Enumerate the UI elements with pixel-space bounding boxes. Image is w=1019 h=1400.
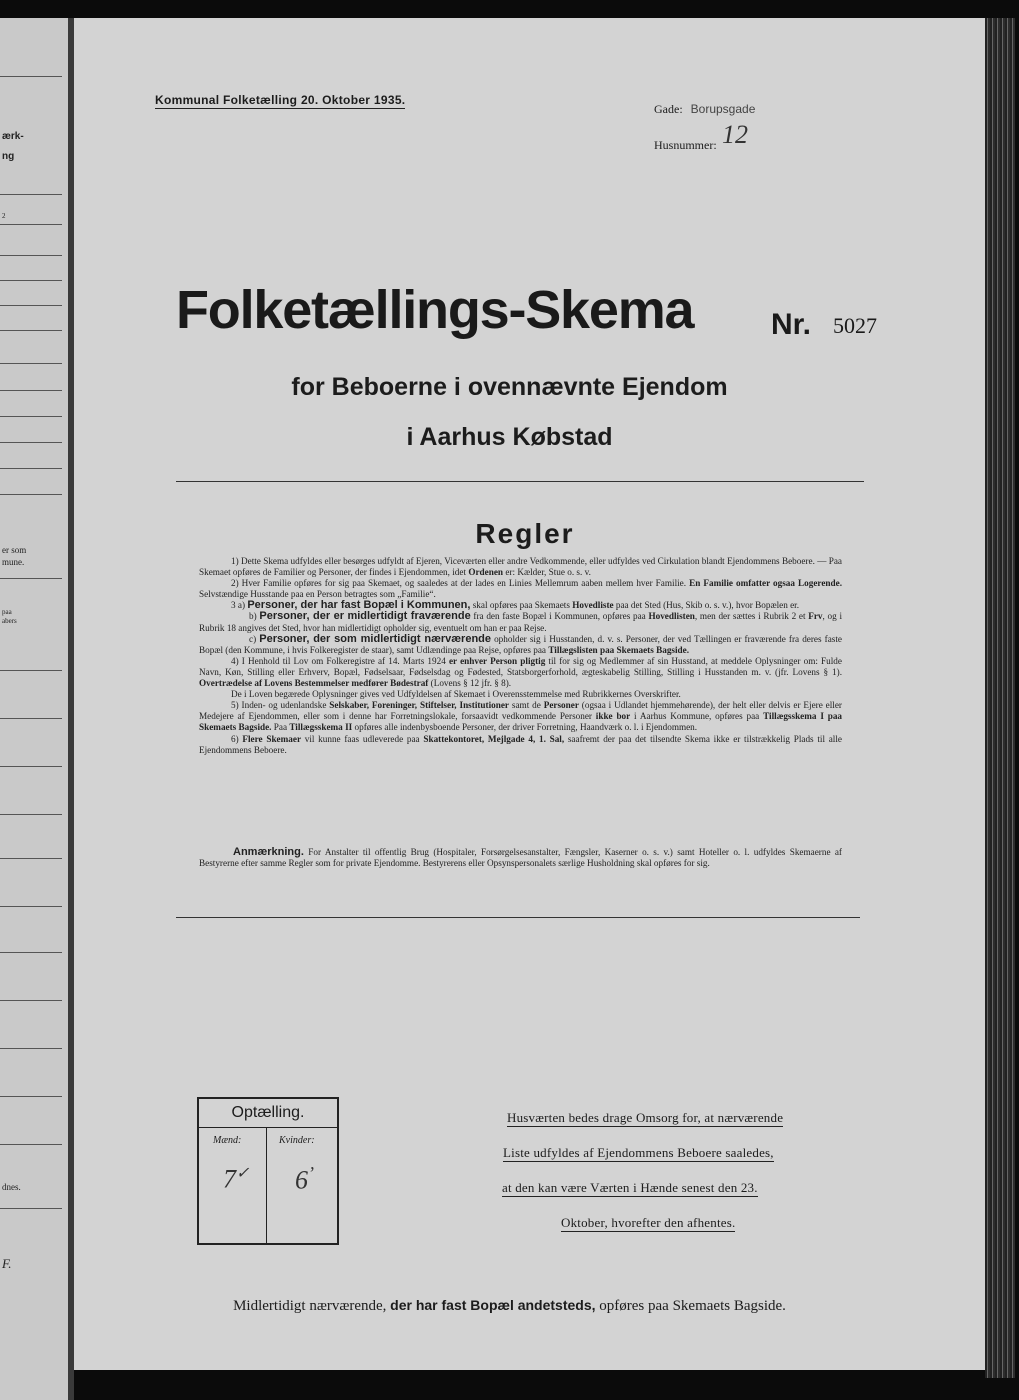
notice-line: Oktober, hvorefter den afhentes. <box>561 1215 736 1230</box>
left-fragment: mune. <box>2 557 25 567</box>
notice-line: Husværten bedes drage Omsorg for, at nærværende <box>507 1110 784 1125</box>
women-label: Kvinder: <box>279 1135 315 1146</box>
notice-line: at den kan være Værten i Hænde senest den 23. <box>502 1180 758 1195</box>
form-line <box>0 1144 62 1145</box>
women-count: $6^ʼ$ <box>295 1163 314 1195</box>
rule-4-note: De i Loven begærede Oplysninger gives ved Udfyldelsen af Skemaet i Overensstemmelse med Rubrikkernes Overskrifter. <box>231 689 681 700</box>
form-line <box>0 1000 62 1001</box>
left-fragment: er som <box>2 545 27 555</box>
left-fragment: abers <box>2 617 17 625</box>
form-line <box>0 416 62 417</box>
form-subtitle-town: i Aarhus Købstad <box>406 423 613 451</box>
house-number-value: 12 <box>722 120 748 149</box>
rule-2: 2) Hver Familie opføres for sig paa Skemaet, og saaledes at der lades en Linies Mellemrum aaben mellem hver Familie. En Familie omfatter ogsaa Logerende. Selvstændige Husstande paa en Person betragtes som „Familie“. <box>199 578 842 600</box>
form-line <box>0 814 62 815</box>
form-line <box>0 1096 62 1097</box>
form-line <box>0 858 62 859</box>
form-line <box>0 718 62 719</box>
remark-label: Anmærkning. <box>233 846 304 858</box>
left-fragment: ng <box>2 151 15 162</box>
form-line <box>0 468 62 469</box>
form-line <box>0 255 62 256</box>
form-line <box>0 224 62 225</box>
men-label: Mænd: <box>213 1135 242 1146</box>
rule-5: 5) Inden- og udenlandske Selskaber, Foreninger, Stiftelser, Institutioner samt de Personer (ogsaa i Udlandet hjemmehørende), der helt eller delvis er Ejere eller Medejere af Ejendommen, eller som i denne har Forretningslokale, forsaavidt vedkommende Personer ikke bor i Aarhus Kommune, opføres paa Tillægsskema I paa Skemaets Bagside. Paa Tillægsskema II opføres alle indenbysboende Personer, der driver Forretning, Haandværk o. l. i Ejendommen. <box>199 700 843 733</box>
form-line <box>0 280 62 281</box>
form-line <box>0 76 62 77</box>
left-page-edge <box>0 18 70 1400</box>
form-line <box>0 363 62 364</box>
page-stack-edge <box>985 18 1015 1378</box>
census-date-line: Kommunal Folketælling 20. Oktober 1935. <box>155 93 406 107</box>
form-line <box>0 1208 62 1209</box>
tick-icon: ʼ <box>308 1163 314 1183</box>
count-box-title: Optælling. <box>199 1099 337 1128</box>
house-number-label: Husnummer: <box>654 138 717 152</box>
form-line <box>0 578 62 579</box>
rule-1: 1) Dette Skema udfyldes eller besørges udfyldt af Ejeren, Viceværten eller andre Vedkommende, eller udfyldes ved Cirkulation blandt Ejendommens Beboere. — Paa Skemaet opføres de Familier og Personer, der findes i Ejendommen, idet Ordenen er: Kælder, Stue o. s. v. <box>199 556 842 578</box>
form-line <box>0 906 62 907</box>
form-line <box>0 952 62 953</box>
left-fragment: dnes. <box>2 1182 21 1192</box>
check-mark-icon: ✓ <box>236 1165 250 1182</box>
form-line <box>0 194 62 195</box>
count-box <box>197 1097 339 1245</box>
form-line <box>0 1048 62 1049</box>
form-line <box>0 766 62 767</box>
left-fragment: paa <box>2 608 12 616</box>
rules-text <box>199 556 842 756</box>
form-number-value: 5027 <box>833 313 877 338</box>
remark-text: Anmærkning. For Anstalter til offentlig Brug (Hospitaler, Forsørgelsesanstalter, Fængsler, Kaserner o. s. v.) samt Hoteller o. l. udfyldes Skemaerne af Bestyrerne efter samme Regler som for private Ejendomme. Bestyrerens eller Opsynspersonalets særlige Husholdning skal opføres for sig. <box>199 846 842 869</box>
street-value: Borupsgade <box>690 102 756 116</box>
footer-instruction: Midlertidigt nærværende, der har fast Bopæl andetsteds, opføres paa Skemaets Bagside. <box>233 1297 786 1314</box>
form-title: Folketællings-Skema <box>176 280 694 340</box>
street-field <box>654 100 755 118</box>
form-line <box>0 330 62 331</box>
left-fragment: F. <box>2 1256 12 1271</box>
form-line <box>0 670 62 671</box>
form-line <box>0 494 62 495</box>
count-box-divider <box>266 1128 267 1243</box>
rule-4: 4) I Henhold til Lov om Folkeregistre af 14. Marts 1924 er enhver Person pligtig til for sig og Medlemmer af sin Husstand, at meddele Oplysninger om: Fulde Navn, Køn, Stilling eller Erhverv, Bopæl, Fødselsaar, Fødselsdag og Fødested, Statsborgerforhold, ægteskabelig Stilling, Stilling i Husstanden m. v. (jfr. Lovens § 1). Overtrædelse af Lovens Bestemmelser medfører Bødestraf (Lovens § 12 jfr. § 8). <box>199 655 842 689</box>
form-line <box>0 305 62 306</box>
form-number-label: Nr. <box>771 308 812 341</box>
form-subtitle: for Beboerne i ovennævnte Ejendom <box>291 373 728 401</box>
rule-3a: 3 a) Personer, der har fast Bopæl i Kommunen, skal opføres paa Skemaets Hovedliste paa det Sted (Hus, Skib o. s. v.), hvor Bopælen er. <box>231 599 800 612</box>
left-fragment: ærk- <box>2 131 24 142</box>
rule-6: 6) Flere Skemaer vil kunne faas udleverede paa Skattekontoret, Mejlgade 4, 1. Sal, saafremt der paa det tilsendte Skema ikke er tilstrækkelig Plads til alle Ejendommens Beboere. <box>199 733 842 755</box>
notice-line: Liste udfyldes af Ejendommens Beboere saaledes, <box>503 1145 774 1160</box>
rule-3b: b) Personer, der er midlertidigt fraværende fra den faste Bopæl i Kommunen, opføres paa Hovedlisten, men der sættes i Rubrik 2 et Frv, og i Rubrik 18 angives det Sted, hvor han midlertidigt opholder sig, eventuelt om han er paa Rejse. <box>199 610 842 633</box>
divider <box>176 917 860 918</box>
men-count: 7✓ <box>223 1164 250 1194</box>
house-number-field <box>654 136 717 154</box>
left-fragment: 2 <box>2 212 6 220</box>
rules-heading: Regler <box>475 518 575 549</box>
street-label: Gade: <box>654 102 683 116</box>
rule-3c: c) Personer, der som midlertidigt nærværende opholder sig i Husstanden, d. v. s. Personer, der ved Tællingen er fraværende fra deres faste Bopæl (den Kommune, i hvis Folkeregister de staar), samt Udlændinge paa Rejse, opføres paa Tillægslisten paa Skemaets Bagside. <box>199 632 843 655</box>
divider <box>176 481 864 482</box>
